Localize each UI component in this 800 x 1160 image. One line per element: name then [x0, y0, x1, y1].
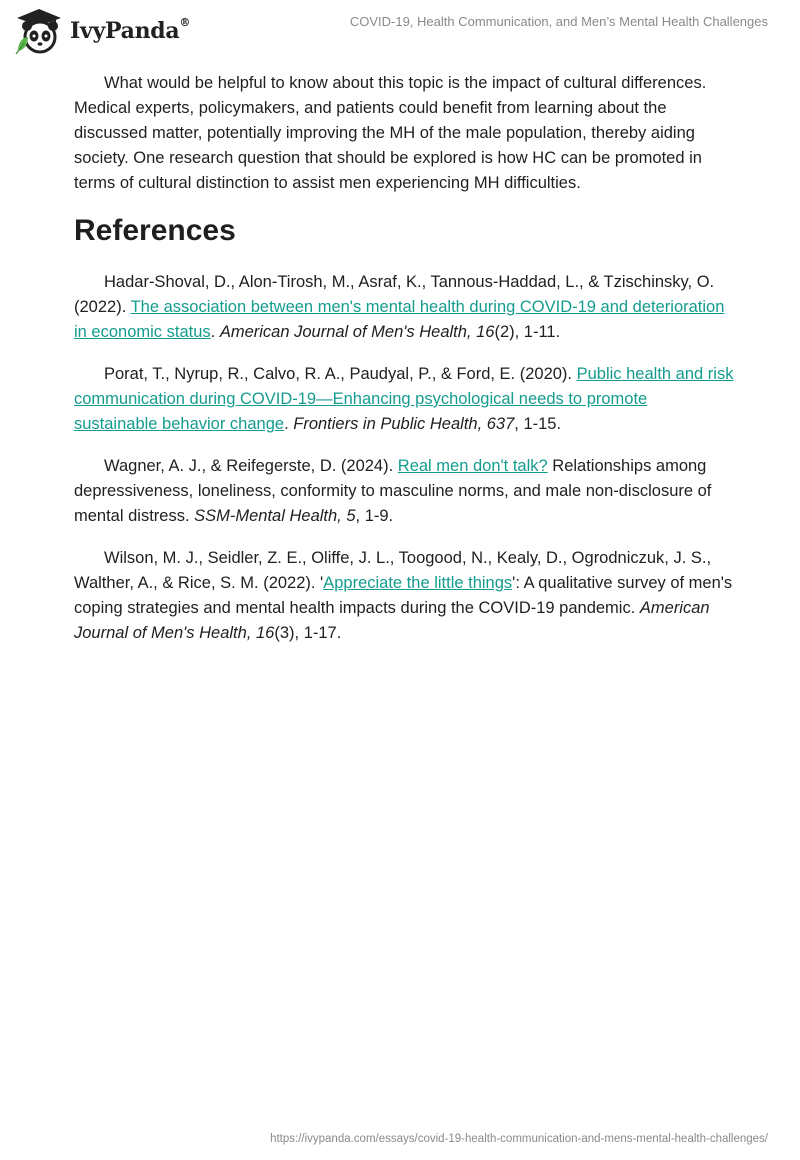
references-heading: References: [74, 214, 236, 247]
page-header: [0, 0, 800, 60]
reference-entry: Wilson, M. J., Seidler, Z. E., Oliffe, J. L., Toogood, N., Kealy, D., Ogrodniczuk, J. S., Walther, A., & Rice, S. M. (2022). 'Appreciate the little things': A qualitative survey of men's coping strategies and mental health impacts during the COVID-19 pandemic. American Journal of Men's Health, 16(3), 1-17.: [74, 549, 733, 642]
reference-link[interactable]: Public health and risk communication during COVID-19—Enhancing psychological needs to promote sustainable behavior change: [74, 365, 734, 433]
document-body: [74, 71, 734, 663]
reference-entry: Hadar-Shoval, D., Alon-Tirosh, M., Asraf, K., Tannous-Haddad, L., & Tzischinsky, O. (2022). The association between men's mental health during COVID-19 and deterioration in economic status. American Journal of Men's Health, 16(2), 1-11.: [74, 273, 725, 341]
intro-paragraph: What would be helpful to know about this topic is the impact of cultural differences. Medical experts, policymakers, and patients could benefit from learning about the discussed matter, potentially improving the MH of the male population, thereby aiding society. One research question that should be explored is how HC can be promoted in terms of cultural distinction to assist men experiencing MH difficulties.: [74, 74, 707, 192]
reference-link[interactable]: The association between men's mental health during COVID-19 and deterioration in economic status: [74, 298, 725, 341]
page-url: https://ivypanda.com/essays/covid-19-health-communication-and-mens-mental-health-challenges/: [270, 1133, 768, 1145]
reference-entry: Porat, T., Nyrup, R., Calvo, R. A., Paudyal, P., & Ford, E. (2020). Public health and risk communication during COVID-19—Enhancing psychological needs to promote sustainable behavior change. Frontiers in Public Health, 637, 1-15.: [74, 365, 734, 433]
ivypanda-logo[interactable]: [14, 7, 190, 55]
reference-link[interactable]: Appreciate the little things: [323, 574, 513, 592]
logo-wordmark: IvyPanda®: [70, 16, 191, 44]
document-title: COVID-19, Health Communication, and Men’s Mental Health Challenges: [349, 14, 768, 29]
reference-link[interactable]: Real men don't talk?: [397, 457, 548, 475]
panda-graduate-icon: [14, 7, 64, 55]
reference-entry: Wagner, A. J., & Reifegerste, D. (2024). Real men don't talk? Relationships among depressiveness, loneliness, conformity to masculine norms, and male non-disclosure of mental distress. SSM-Mental Health, 5, 1-9.: [74, 457, 712, 525]
